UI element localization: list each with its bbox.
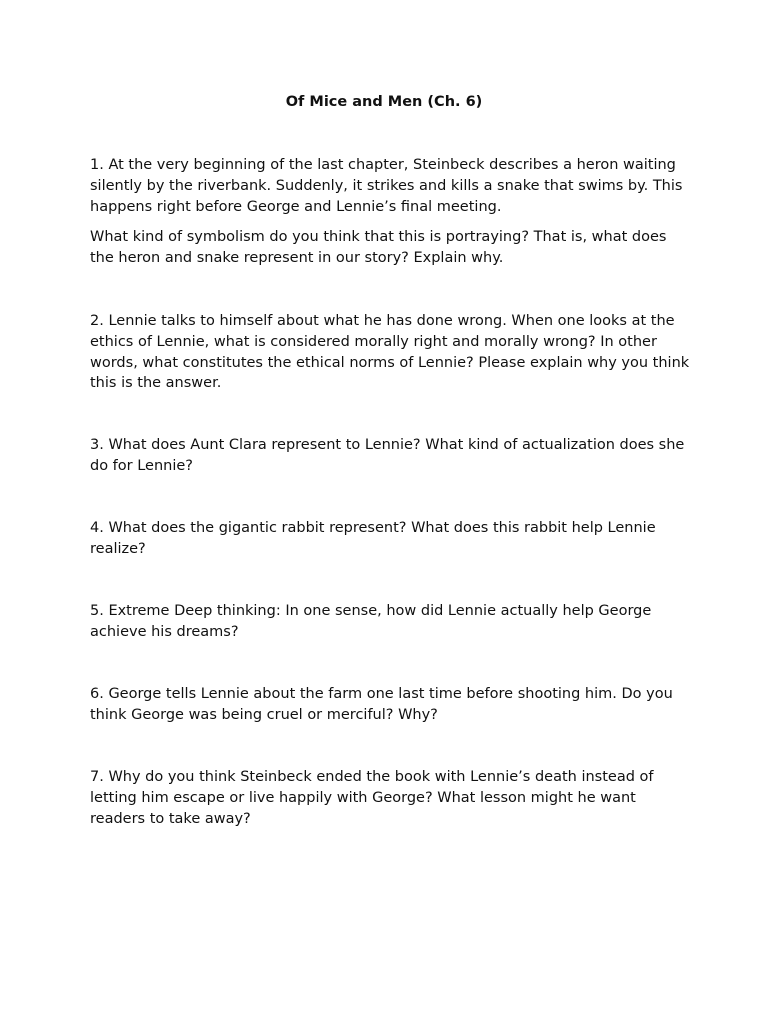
document-title: Of Mice and Men (Ch. 6) <box>285 94 483 110</box>
question-2 <box>90 311 690 394</box>
question-1 <box>90 155 690 269</box>
question-7 <box>90 767 690 829</box>
question-1-paragraph-2: What kind of symbolism do you think that this is portraying? That is, what does the heron and snake represent in our story? Explain why. <box>90 229 667 267</box>
question-2-text: 2. Lennie talks to himself about what he has done wrong. When one looks at the ethics of Lennie, what is considered morally right and morally wrong? In other words, what constitutes the ethical norms of Lennie? Please explain why you think this is the answer. <box>90 313 690 392</box>
question-5 <box>90 601 690 643</box>
question-6 <box>90 684 690 726</box>
question-5-text: 5. Extreme Deep thinking: In one sense, how did Lennie actually help George achieve his dreams? <box>90 603 652 640</box>
question-7-text: 7. Why do you think Steinbeck ended the book with Lennie’s death instead of letting him escape or live happily with George? What lesson might he want readers to take away? <box>90 769 654 827</box>
question-3 <box>90 435 690 477</box>
question-4 <box>90 518 690 560</box>
question-1-paragraph-1: 1. At the very beginning of the last chapter, Steinbeck describes a heron waiting silently by the riverbank. Suddenly, it strikes and kills a snake that swims by. This happens right before George and Lennie’s final meeting. <box>90 157 683 215</box>
question-6-text: 6. George tells Lennie about the farm one last time before shooting him. Do you think George was being cruel or merciful? Why? <box>90 686 673 723</box>
question-3-text: 3. What does Aunt Clara represent to Lennie? What kind of actualization does she do for Lennie? <box>90 437 685 474</box>
question-4-text: 4. What does the gigantic rabbit represent? What does this rabbit help Lennie realize? <box>90 520 656 557</box>
